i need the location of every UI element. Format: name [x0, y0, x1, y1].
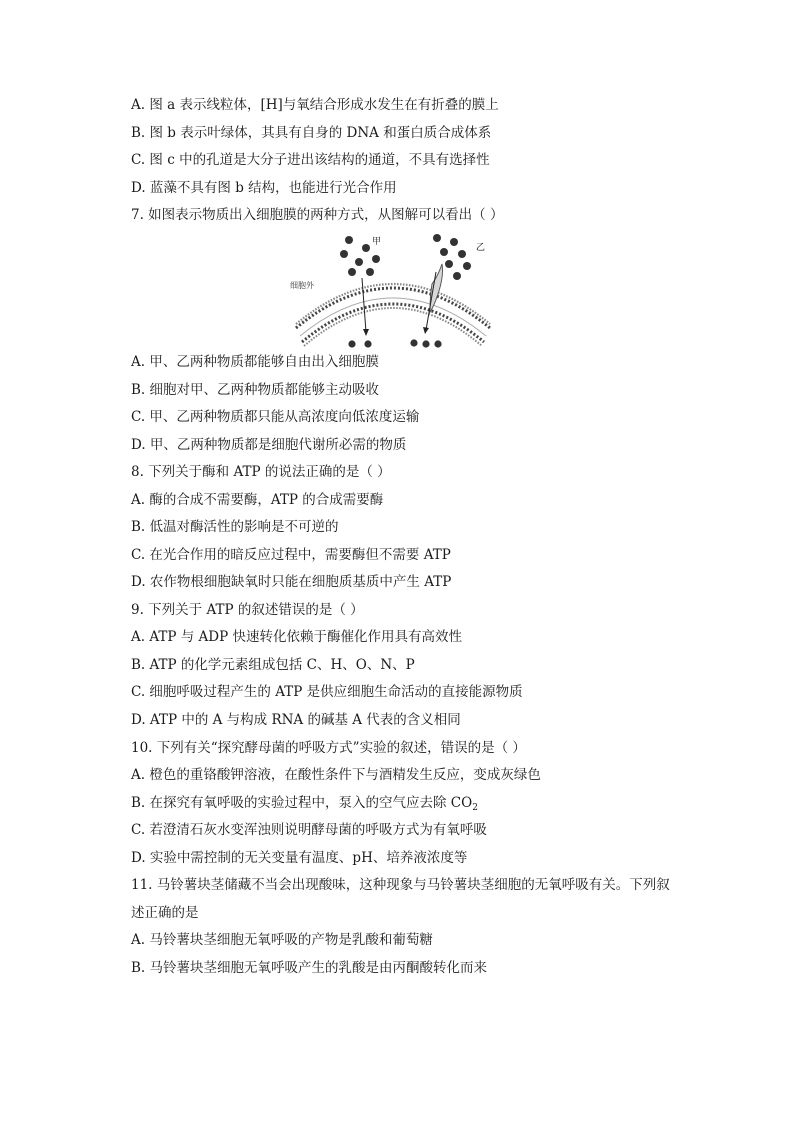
- membrane-transport-figure: [286, 232, 500, 350]
- figure-label-yi: 乙: [476, 243, 486, 253]
- line-04: D. 蓝藻不具有图 b 结构，也能进行光合作用: [131, 180, 397, 196]
- question-8: 8. 下列关于酶和 ATP 的说法正确的是（ ）: [131, 464, 391, 480]
- line-24: D. 实验中需控制的无关变量有温度、pH、培养液浓度等: [131, 850, 468, 866]
- line-16: A. ATP 与 ADP 快速转化依赖于酶催化作用具有高效性: [131, 629, 462, 645]
- line-03: C. 图 c 中的孔道是大分子进出该结构的通道，不具有选择性: [131, 152, 490, 168]
- line-19: D. ATP 中的 A 与构成 RNA 的碱基 A 代表的含义相同: [131, 712, 461, 728]
- line-26: 述正确的是: [131, 905, 199, 921]
- line-01: A. 图 a 表示线粒体，[H]与氧结合形成水发生在有折叠的膜上: [131, 97, 499, 113]
- line-28: B. 马铃薯块茎细胞无氧呼吸产生的乳酸是由丙酮酸转化而来: [131, 960, 488, 976]
- line-21: A. 橙色的重铬酸钾溶液，在酸性条件下与酒精发生反应，变成灰绿色: [131, 767, 541, 783]
- question-10: 10. 下列有关“探究酵母菌的呼吸方式”实验的叙述，错误的是（ ）: [131, 740, 526, 756]
- line-17: B. ATP 的化学元素组成包括 C、H、O、N、P: [131, 657, 415, 673]
- line-11: A. 酶的合成不需要酶，ATP 的合成需要酶: [131, 492, 384, 508]
- line-27: A. 马铃薯块茎细胞无氧呼吸的产物是乳酸和葡萄糖: [131, 932, 433, 948]
- line-06: A. 甲、乙两种物质都能够自由出入细胞膜: [131, 354, 379, 370]
- line-23: C. 若澄清石灰水变浑浊则说明酵母菌的呼吸方式为有氧呼吸: [131, 822, 487, 838]
- line-14: D. 农作物根细胞缺氧时只能在细胞质基质中产生 ATP: [131, 574, 452, 590]
- line-22-text: B. 在探究有氧呼吸的实验过程中，泵入的空气应去除 CO: [131, 795, 473, 811]
- line-08: C. 甲、乙两种物质都只能从高浓度向低浓度运输: [131, 409, 420, 425]
- line-18: C. 细胞呼吸过程产生的 ATP 是供应细胞生命活动的直接能源物质: [131, 684, 523, 700]
- figure-label-jia: 甲: [372, 237, 382, 247]
- line-07: B. 细胞对甲、乙两种物质都能够主动吸收: [131, 382, 380, 398]
- line-02: B. 图 b 表示叶绿体，其具有自身的 DNA 和蛋白质合成体系: [131, 125, 492, 141]
- line-09: D. 甲、乙两种物质都是细胞代谢所必需的物质: [131, 437, 407, 453]
- question-11: 11. 马铃薯块茎储藏不当会出现酸味，这种现象与马铃薯块茎细胞的无氧呼吸有关。下列叙: [131, 877, 670, 893]
- line-22: [131, 793, 478, 818]
- line-13: C. 在光合作用的暗反应过程中，需要酶但不需要 ATP: [131, 547, 451, 563]
- line-12: B. 低温对酶活性的影响是不可逆的: [131, 519, 339, 535]
- question-9: 9. 下列关于 ATP 的叙述错误的是（ ）: [131, 602, 364, 618]
- figure-label-outside: 细胞外: [290, 281, 314, 290]
- co2-subscript: 2: [472, 803, 478, 813]
- question-7: 7. 如图表示物质出入细胞膜的两种方式，从图解可以看出（ ）: [131, 207, 504, 223]
